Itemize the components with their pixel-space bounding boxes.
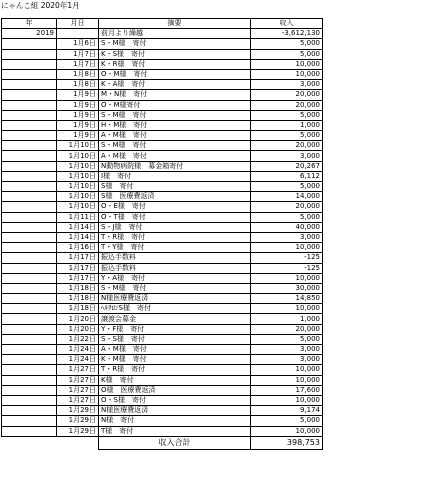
cell-amount[interactable]: 3,000 xyxy=(251,151,323,161)
cell-description[interactable]: 振込手数料 xyxy=(99,253,251,263)
cell-date[interactable]: 1月10日 xyxy=(57,151,99,161)
cell-amount[interactable]: 5,000 xyxy=(251,49,323,59)
cell-year[interactable] xyxy=(2,39,57,49)
cell-date[interactable]: 1月9日 xyxy=(57,90,99,100)
cell-description[interactable]: N動物病院様 募金箱寄付 xyxy=(99,161,251,171)
cell-description[interactable]: ﾍﾙｻﾛﾝS様 寄付 xyxy=(99,304,251,314)
table-row xyxy=(2,202,323,212)
cell-amount[interactable]: 10,000 xyxy=(251,375,323,385)
cell-date[interactable]: 1月7日 xyxy=(57,49,99,59)
cell-date[interactable]: 1月10日 xyxy=(57,182,99,192)
cell-date[interactable]: 1月18日 xyxy=(57,304,99,314)
cell-year[interactable] xyxy=(2,192,57,202)
header-row xyxy=(2,19,323,29)
table-row xyxy=(2,294,323,304)
cell-date[interactable]: 1月16日 xyxy=(57,243,99,253)
cell-date[interactable]: 1月20日 xyxy=(57,314,99,324)
cell-year[interactable] xyxy=(2,232,57,242)
table-row xyxy=(2,90,323,100)
cell-date[interactable]: 1月11日 xyxy=(57,212,99,222)
table-row xyxy=(2,59,323,69)
cell-year[interactable] xyxy=(2,80,57,90)
cell-amount[interactable]: 10,000 xyxy=(251,59,323,69)
cell-year[interactable] xyxy=(2,355,57,365)
table-row xyxy=(2,406,323,416)
table-row xyxy=(2,232,323,242)
table-row xyxy=(2,171,323,181)
cell-amount[interactable]: 30,000 xyxy=(251,283,323,293)
cell-year[interactable] xyxy=(2,202,57,212)
cell-date[interactable]: 1月17日 xyxy=(57,273,99,283)
cell-description[interactable]: O・M様 寄付 xyxy=(99,69,251,79)
cell-description[interactable]: S・M様 寄付 xyxy=(99,283,251,293)
total-amount[interactable]: 398,753 xyxy=(251,436,323,449)
cell-date[interactable]: 1月14日 xyxy=(57,232,99,242)
cell-description[interactable]: N様医療費返済 xyxy=(99,406,251,416)
cell-date[interactable]: 1月10日 xyxy=(57,171,99,181)
cell-description[interactable]: K・S様 寄付 xyxy=(99,49,251,59)
cell-date[interactable]: 1月17日 xyxy=(57,263,99,273)
cell-description[interactable]: S様 寄付 xyxy=(99,182,251,192)
cell-description[interactable]: Y・A様 寄付 xyxy=(99,273,251,283)
cell-amount[interactable]: 5,000 xyxy=(251,212,323,222)
table-row xyxy=(2,345,323,355)
cell-description[interactable]: O・S様 寄付 xyxy=(99,395,251,405)
cell-description[interactable]: A・M様 寄付 xyxy=(99,345,251,355)
cell-amount[interactable]: 5,000 xyxy=(251,334,323,344)
cell-amount[interactable]: 40,000 xyxy=(251,222,323,232)
cell-year[interactable] xyxy=(2,416,57,426)
cell-date[interactable]: 1月24日 xyxy=(57,345,99,355)
cell-date[interactable]: 1月24日 xyxy=(57,355,99,365)
cell-date[interactable]: 1月8日 xyxy=(57,80,99,90)
cell-description[interactable]: S・S様 寄付 xyxy=(99,334,251,344)
cell-amount[interactable]: 20,000 xyxy=(251,324,323,334)
table-row xyxy=(2,141,323,151)
cell-year[interactable] xyxy=(2,151,57,161)
cell-amount[interactable]: -125 xyxy=(251,263,323,273)
cell-date[interactable] xyxy=(57,29,99,39)
cell-year[interactable] xyxy=(2,243,57,253)
cell-year[interactable] xyxy=(2,182,57,192)
table-row xyxy=(2,120,323,130)
cell-year[interactable] xyxy=(2,263,57,273)
table-row xyxy=(2,243,323,253)
cell-date[interactable]: 1月27日 xyxy=(57,375,99,385)
table-row xyxy=(2,283,323,293)
table-row xyxy=(2,131,323,141)
cell-year[interactable] xyxy=(2,385,57,395)
cell-description[interactable]: T・R様 寄付 xyxy=(99,232,251,242)
cell-amount[interactable]: 20,000 xyxy=(251,141,323,151)
cell-description[interactable]: H・M様 寄付 xyxy=(99,120,251,130)
cell-amount[interactable]: 10,000 xyxy=(251,69,323,79)
cell-year[interactable] xyxy=(2,120,57,130)
cell-year[interactable] xyxy=(2,212,57,222)
cell-date[interactable]: 1月27日 xyxy=(57,385,99,395)
cell-description[interactable]: N様医療費返済 xyxy=(99,294,251,304)
cell-description[interactable]: T・R様 寄付 xyxy=(99,365,251,375)
cell-amount[interactable]: 20,000 xyxy=(251,100,323,110)
total-row xyxy=(2,436,323,449)
table-row xyxy=(2,253,323,263)
header-date[interactable]: 月日 xyxy=(57,19,99,29)
sheet-title: にゃんこ組 2020年1月 xyxy=(1,1,80,10)
cell-amount[interactable]: -125 xyxy=(251,253,323,263)
cell-date[interactable]: 1月9日 xyxy=(57,110,99,120)
cell-date[interactable]: 1月10日 xyxy=(57,192,99,202)
table-row xyxy=(2,385,323,395)
cell-description[interactable]: S・M様 寄付 xyxy=(99,110,251,120)
table-row xyxy=(2,365,323,375)
table-row xyxy=(2,29,323,39)
table-row xyxy=(2,110,323,120)
header-description[interactable]: 摘要 xyxy=(99,19,251,29)
cell-description[interactable]: T・Y様 寄付 xyxy=(99,243,251,253)
cell-year[interactable] xyxy=(2,334,57,344)
cell-year[interactable] xyxy=(2,110,57,120)
cell-description[interactable]: O様 医療費返済 xyxy=(99,385,251,395)
cell-year[interactable] xyxy=(2,59,57,69)
header-year[interactable]: 年 xyxy=(2,19,57,29)
cell-amount[interactable]: 10,000 xyxy=(251,426,323,436)
table-row xyxy=(2,334,323,344)
table-row xyxy=(2,263,323,273)
cell-amount[interactable]: 5,000 xyxy=(251,110,323,120)
cell-date[interactable]: 1月8日 xyxy=(57,69,99,79)
cell-date[interactable]: 1月29日 xyxy=(57,426,99,436)
cell-date[interactable]: 1月9日 xyxy=(57,131,99,141)
cell-date[interactable]: 1月29日 xyxy=(57,406,99,416)
cell-date[interactable]: 1月9日 xyxy=(57,120,99,130)
cell-amount[interactable]: 3,000 xyxy=(251,232,323,242)
cell-year[interactable] xyxy=(2,69,57,79)
table-row xyxy=(2,80,323,90)
cell-description[interactable]: T様 寄付 xyxy=(99,426,251,436)
table-row xyxy=(2,69,323,79)
cell-amount[interactable]: 3,000 xyxy=(251,80,323,90)
cell-description[interactable]: Y・F様 寄付 xyxy=(99,324,251,334)
cell-amount[interactable]: 10,000 xyxy=(251,365,323,375)
cell-description[interactable]: K・R様 寄付 xyxy=(99,59,251,69)
cell-amount[interactable]: 10,000 xyxy=(251,395,323,405)
cell-description[interactable]: K・M様 寄付 xyxy=(99,355,251,365)
table-row xyxy=(2,324,323,334)
table-row xyxy=(2,355,323,365)
cell-year[interactable] xyxy=(2,324,57,334)
cell-amount[interactable]: 5,000 xyxy=(251,131,323,141)
table-row xyxy=(2,304,323,314)
cell-amount[interactable]: 10,000 xyxy=(251,243,323,253)
cell-description[interactable]: 前月より繰越 xyxy=(99,29,251,39)
cell-year[interactable] xyxy=(2,90,57,100)
cell-amount[interactable]: 14,850 xyxy=(251,294,323,304)
cell-description[interactable]: S・M様 寄付 xyxy=(99,141,251,151)
cell-description[interactable]: S様 医療費返済 xyxy=(99,192,251,202)
cell-year[interactable] xyxy=(2,375,57,385)
table-row xyxy=(2,161,323,171)
cell-year[interactable] xyxy=(2,283,57,293)
ledger-body xyxy=(2,29,323,437)
cell-date[interactable]: 1月22日 xyxy=(57,334,99,344)
cell-description[interactable]: O・M様寄付 xyxy=(99,100,251,110)
cell-year[interactable] xyxy=(2,171,57,181)
cell-description[interactable]: A・M様 寄付 xyxy=(99,151,251,161)
table-row xyxy=(2,416,323,426)
cell-description[interactable]: N様 寄付 xyxy=(99,416,251,426)
table-row xyxy=(2,222,323,232)
cell-date[interactable]: 1月27日 xyxy=(57,395,99,405)
cell-year[interactable]: 2019 xyxy=(2,29,57,39)
cell-date[interactable]: 1月6日 xyxy=(57,39,99,49)
cell-description[interactable]: A・M様 寄付 xyxy=(99,131,251,141)
total-empty-cell xyxy=(57,436,99,449)
cell-date[interactable]: 1月7日 xyxy=(57,59,99,69)
cell-description[interactable]: 譲渡会募金 xyxy=(99,314,251,324)
cell-date[interactable]: 1月20日 xyxy=(57,324,99,334)
cell-year[interactable] xyxy=(2,222,57,232)
cell-description[interactable]: 振込手数料 xyxy=(99,263,251,273)
cell-year[interactable] xyxy=(2,314,57,324)
table-row xyxy=(2,39,323,49)
cell-date[interactable]: 1月27日 xyxy=(57,365,99,375)
cell-amount[interactable]: 1,000 xyxy=(251,314,323,324)
cell-amount[interactable]: 10,000 xyxy=(251,273,323,283)
cell-year[interactable] xyxy=(2,304,57,314)
cell-description[interactable]: M・N様 寄付 xyxy=(99,90,251,100)
cell-year[interactable] xyxy=(2,273,57,283)
cell-date[interactable]: 1月18日 xyxy=(57,294,99,304)
cell-date[interactable]: 1月17日 xyxy=(57,253,99,263)
cell-amount[interactable]: 5,000 xyxy=(251,416,323,426)
table-row xyxy=(2,151,323,161)
cell-description[interactable]: S・M様 寄付 xyxy=(99,39,251,49)
cell-date[interactable]: 1月18日 xyxy=(57,283,99,293)
table-row xyxy=(2,273,323,283)
cell-amount[interactable]: 3,000 xyxy=(251,355,323,365)
cell-date[interactable]: 1月14日 xyxy=(57,222,99,232)
cell-year[interactable] xyxy=(2,161,57,171)
cell-description[interactable]: S・J様 寄付 xyxy=(99,222,251,232)
cell-amount[interactable]: 14,000 xyxy=(251,192,323,202)
cell-year[interactable] xyxy=(2,395,57,405)
cell-amount[interactable]: 1,000 xyxy=(251,120,323,130)
cell-amount[interactable]: 3,000 xyxy=(251,345,323,355)
cell-year[interactable] xyxy=(2,365,57,375)
cell-year[interactable] xyxy=(2,426,57,436)
cell-amount[interactable]: 20,000 xyxy=(251,90,323,100)
cell-amount[interactable]: 17,600 xyxy=(251,385,323,395)
header-amount[interactable]: 収入 xyxy=(251,19,323,29)
cell-description[interactable]: O・T様 寄付 xyxy=(99,212,251,222)
cell-date[interactable]: 1月10日 xyxy=(57,141,99,151)
cell-date[interactable]: 1月10日 xyxy=(57,202,99,212)
cell-description[interactable]: K・A様 寄付 xyxy=(99,80,251,90)
cell-amount[interactable]: 20,000 xyxy=(251,202,323,212)
cell-year[interactable] xyxy=(2,294,57,304)
cell-year[interactable] xyxy=(2,141,57,151)
table-row xyxy=(2,49,323,59)
cell-amount[interactable]: -3,612,130 xyxy=(251,29,323,39)
cell-year[interactable] xyxy=(2,100,57,110)
table-row xyxy=(2,192,323,202)
table-row xyxy=(2,100,323,110)
cell-description[interactable]: I様 寄付 xyxy=(99,171,251,181)
cell-year[interactable] xyxy=(2,406,57,416)
cell-year[interactable] xyxy=(2,49,57,59)
table-row xyxy=(2,375,323,385)
cell-year[interactable] xyxy=(2,345,57,355)
table-row xyxy=(2,212,323,222)
cell-amount[interactable]: 20,267 xyxy=(251,161,323,171)
total-label[interactable]: 収入合計 xyxy=(99,436,251,449)
ledger-table xyxy=(1,18,323,450)
table-row xyxy=(2,314,323,324)
total-empty-cell xyxy=(2,436,57,449)
table-row xyxy=(2,395,323,405)
cell-date[interactable]: 1月29日 xyxy=(57,416,99,426)
table-row xyxy=(2,426,323,436)
cell-date[interactable]: 1月10日 xyxy=(57,161,99,171)
cell-description[interactable]: O・E様 寄付 xyxy=(99,202,251,212)
cell-amount[interactable]: 5,000 xyxy=(251,182,323,192)
cell-amount[interactable]: 6,112 xyxy=(251,171,323,181)
cell-amount[interactable]: 5,000 xyxy=(251,39,323,49)
cell-date[interactable]: 1月9日 xyxy=(57,100,99,110)
cell-description[interactable]: K様 寄付 xyxy=(99,375,251,385)
cell-year[interactable] xyxy=(2,131,57,141)
table-row xyxy=(2,182,323,192)
cell-year[interactable] xyxy=(2,253,57,263)
cell-amount[interactable]: 10,000 xyxy=(251,304,323,314)
cell-amount[interactable]: 9,174 xyxy=(251,406,323,416)
